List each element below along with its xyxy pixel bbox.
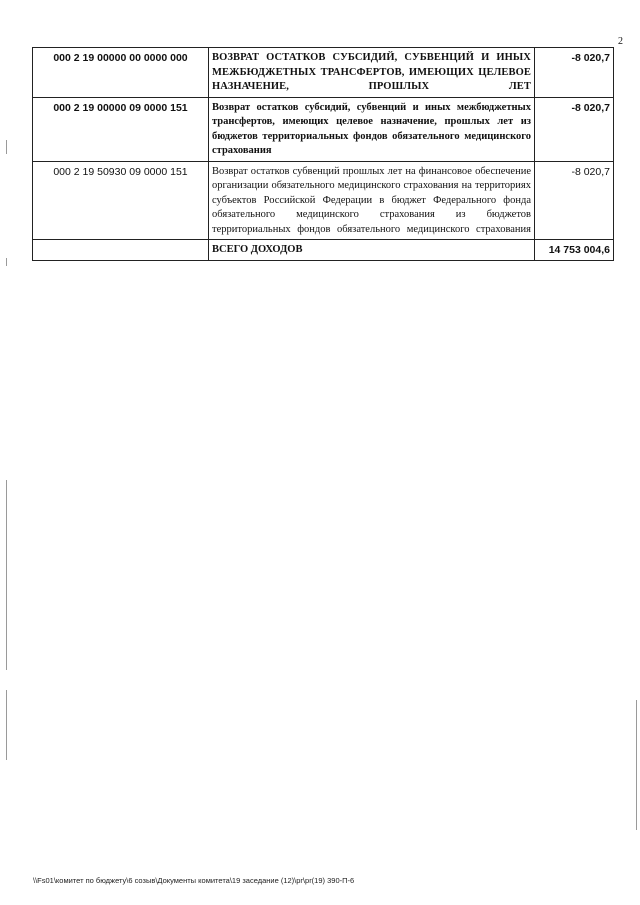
scan-margin-mark (6, 140, 7, 154)
budget-revenue-table (32, 47, 614, 261)
scan-margin-mark (6, 258, 7, 266)
budget-code-cell: 000 2 19 50930 09 0000 151 (33, 161, 209, 240)
table-row (33, 48, 614, 98)
amount-cell: -8 020,7 (535, 48, 614, 98)
total-row (33, 240, 614, 261)
revenue-name-cell: ВОЗВРАТ ОСТАТКОВ СУБСИДИЙ, СУБВЕНЦИЙ И ИНЫХ МЕЖБЮДЖЕТНЫХ ТРАНСФЕРТОВ, ИМЕЮЩИХ ЦЕЛЕВОЕ НАЗНАЧЕНИЕ, ПРОШЛЫХ ЛЕТ (209, 48, 535, 98)
budget-code-cell: 000 2 19 00000 00 0000 000 (33, 48, 209, 98)
table-row (33, 161, 614, 240)
empty-code-cell (33, 240, 209, 261)
amount-cell: -8 020,7 (535, 161, 614, 240)
scan-margin-mark (6, 480, 7, 670)
budget-code-cell: 000 2 19 00000 09 0000 151 (33, 97, 209, 161)
scan-margin-mark (636, 700, 637, 830)
footer-file-path: \\Fs01\комитет по бюджету\6 созыв\Документы комитета\19 заседание (12)\pr\pr(19) 390-П-6 (33, 876, 355, 885)
revenue-name-cell: Возврат остатков субсидий, субвенций и иных межбюджетных трансфертов, имеющих целевое назначение, прошлых лет из бюджетов территориальных фондов обязательного медицинского страхования (209, 97, 535, 161)
scan-margin-mark (6, 690, 7, 760)
total-label: ВСЕГО ДОХОДОВ (209, 240, 535, 261)
page-number: 2 (618, 36, 623, 47)
total-amount: 14 753 004,6 (535, 240, 614, 261)
amount-cell: -8 020,7 (535, 97, 614, 161)
revenue-name-cell: Возврат остатков субвенций прошлых лет на финансовое обеспечение организации обязательного медицинского страхования на территориях субъектов Российской Федерации в бюджет Федерального фонда обязательного медицинского страхования из бюджетов территориальных фондов обязательного медицинского страхования (209, 161, 535, 240)
table-row (33, 97, 614, 161)
